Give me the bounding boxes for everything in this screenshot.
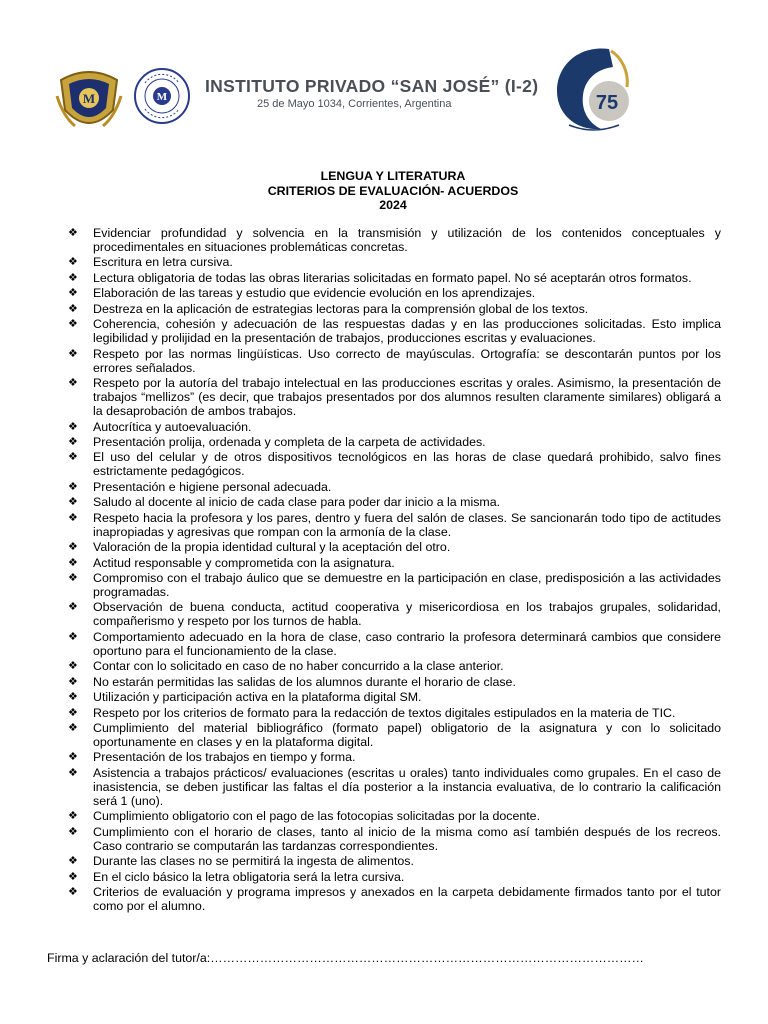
criteria-text: Evidenciar profundidad y solvencia en la transmisión y utilización de los contenidos conceptuales y procedimentales en situaciones problemáticas concretas.: [93, 226, 721, 255]
svg-text:M: M: [156, 91, 168, 103]
criteria-item: [68, 870, 721, 884]
criteria-item: [68, 659, 721, 673]
criteria-item: [68, 302, 721, 316]
document-title-block: [0, 169, 768, 213]
criteria-text: Contar con lo solicitado en caso de no haber concurrido a la clase anterior.: [93, 659, 504, 674]
criteria-item: [68, 511, 721, 539]
criteria-text: Presentación de los trabajos en tiempo y forma.: [93, 750, 356, 765]
criteria-item: [68, 766, 721, 808]
criteria-item: [68, 255, 721, 269]
diamond-bullet-icon: ❖: [68, 271, 78, 284]
diamond-bullet-icon: ❖: [68, 556, 78, 569]
criteria-text: Comportamiento adecuado en la hora de clase, caso contrario la profesora determinará cambios que considere oportuno para el funcionamiento de la clase.: [93, 629, 721, 658]
criteria-item: [68, 750, 721, 764]
criteria-item: [68, 317, 721, 345]
criteria-item: [68, 706, 721, 720]
criteria-item: [68, 809, 721, 823]
criteria-text: Saludo al docente al inicio de cada clase para poder dar inicio a la misma.: [93, 495, 501, 510]
diamond-bullet-icon: ❖: [68, 435, 78, 448]
criteria-text: Presentación prolija, ordenada y completa de la carpeta de actividades.: [93, 434, 486, 449]
institute-seal-logo: [133, 67, 191, 125]
criteria-item: [68, 675, 721, 689]
diamond-bullet-icon: ❖: [68, 287, 78, 300]
criteria-item: [68, 271, 721, 285]
criteria-item: [68, 347, 721, 375]
diamond-bullet-icon: ❖: [68, 571, 78, 584]
diamond-bullet-icon: ❖: [68, 691, 78, 704]
criteria-item: [68, 435, 721, 449]
diamond-bullet-icon: ❖: [68, 675, 78, 688]
criteria-item: [68, 556, 721, 570]
institute-address: 25 de Mayo 1034, Corrientes, Argentina: [257, 98, 452, 110]
tutor-signature-line: Firma y aclaración del tutor/a:……………………………………………………………………………………………: [47, 951, 644, 965]
diamond-bullet-icon: ❖: [68, 751, 78, 764]
criteria-text: Observación de buena conducta, actitud cooperativa y misericordiosa en los trabajos grupales, solidaridad, compañerismo y respeto por los turnos de habla.: [93, 600, 721, 629]
criteria-item: [68, 286, 721, 300]
anniversary-75-logo: [549, 43, 636, 134]
subject-title: LENGUA Y LITERATURA: [320, 169, 466, 183]
criteria-item: [68, 540, 721, 554]
criteria-item: [68, 571, 721, 599]
diamond-bullet-icon: ❖: [68, 496, 78, 509]
diamond-bullet-icon: ❖: [68, 870, 78, 883]
criteria-item: [68, 450, 721, 478]
institute-name: INSTITUTO PRIVADO “SAN JOSÉ” (I-2): [205, 76, 539, 96]
criteria-text: En el ciclo básico la letra obligatoria será la letra cursiva.: [93, 869, 405, 884]
criteria-item: [68, 630, 721, 658]
criteria-text: Valoración de la propia identidad cultural y la aceptación del otro.: [93, 540, 451, 555]
criteria-list: [68, 226, 721, 915]
criteria-item: [68, 721, 721, 749]
criteria-text: No estarán permitidas las salidas de los alumnos durante el horario de clase.: [93, 674, 516, 689]
diamond-bullet-icon: ❖: [68, 706, 78, 719]
diamond-bullet-icon: ❖: [68, 886, 78, 899]
anniversary-number: 75: [595, 92, 619, 114]
diamond-bullet-icon: ❖: [68, 855, 78, 868]
diamond-bullet-icon: ❖: [68, 318, 78, 331]
criteria-text: Lectura obligatoria de todas las obras literarias solicitadas en formato papel. No sé aceptarán otros formatos.: [93, 270, 692, 285]
criteria-item: [68, 825, 721, 853]
svg-text:M: M: [82, 91, 96, 106]
criteria-text: Actitud responsable y comprometida con la asignatura.: [93, 555, 395, 570]
criteria-text: Durante las clases no se permitirá la ingesta de alimentos.: [93, 854, 414, 869]
criteria-item: [68, 376, 721, 418]
year-label: 2024: [379, 198, 407, 212]
diamond-bullet-icon: ❖: [68, 810, 78, 823]
criteria-text: El uso del celular y de otros dispositivos tecnológicos en las horas de clase quedará prohibido, salvo fines estrictamente pedagógicos.: [93, 450, 721, 479]
criteria-item: [68, 226, 721, 254]
diamond-bullet-icon: ❖: [68, 630, 78, 643]
criteria-item: [68, 600, 721, 628]
diamond-bullet-icon: ❖: [68, 227, 78, 239]
criteria-text: Respeto por las normas lingüísticas. Uso correcto de mayúsculas. Ortografía: se descontarán puntos por los errores señalados.: [93, 346, 721, 375]
criteria-item: [68, 495, 721, 509]
criteria-text: Escritura en letra cursiva.: [93, 255, 233, 270]
diamond-bullet-icon: ❖: [68, 347, 78, 360]
criteria-item: [68, 885, 721, 913]
criteria-text: Cumplimiento del material bibliográfico (formato papel) obligatorio de la asignatura y con lo solicitado oportunamente en clases y en la plataforma digital.: [93, 720, 721, 750]
criteria-text: Respeto por los criterios de formato para la redacción de textos digitales estipulados en la materia de TIC.: [93, 705, 676, 720]
criteria-text: Compromiso con el trabajo áulico que se demuestre en la participación en clase, predisposición a las actividades programadas.: [93, 570, 721, 599]
diamond-bullet-icon: ❖: [68, 721, 78, 734]
diamond-bullet-icon: ❖: [68, 480, 78, 493]
diamond-bullet-icon: ❖: [68, 377, 78, 390]
criteria-text: Utilización y participación activa en la plataforma digital SM.: [93, 690, 422, 705]
criteria-heading: CRITERIOS DE EVALUACIÓN- ACUERDOS: [267, 183, 519, 198]
diamond-bullet-icon: ❖: [68, 766, 78, 779]
criteria-text: Cumplimiento obligatorio con el pago de las fotocopias solicitadas por la docente.: [93, 809, 541, 824]
criteria-text: Respeto por la autoría del trabajo intelectual en las producciones escritas y orales. Asimismo, la presentación de trabajos “mellizos” (es decir, que trabajos presentados por dos alumnos resulten claramente similares) obligará a la desaprobación de ambos trabajos.: [93, 376, 721, 419]
criteria-text: Coherencia, cohesión y adecuación de las respuestas dadas y en las producciones solicitadas. Esto implica legibilidad y prolijidad en la presentación de trabajos, producciones escritas y evaluaciones.: [93, 317, 721, 346]
criteria-text: Asistencia a trabajos prácticos/ evaluaciones (escritas u orales) tanto individuales como grupales. En el caso de inasistencia, se deben justificar las faltas el día posterior a la instancia evaluativa, de lo contrario la calificación será 1 (uno).: [93, 765, 721, 808]
criteria-item: [68, 690, 721, 704]
criteria-text: Criterios de evaluación y programa impresos y anexados en la carpeta debidamente firmados tanto por el tutor como por el alumno.: [93, 885, 721, 914]
criteria-text: Destreza en la aplicación de estrategias lectoras para la comprensión global de los textos.: [93, 301, 589, 316]
criteria-text: Respeto hacia la profesora y los pares, dentro y fuera del salón de clases. Se sancionarán todo tipo de actitudes inapropiadas y agresivas que rompan con la armonía de la clase.: [93, 510, 721, 539]
diamond-bullet-icon: ❖: [68, 420, 78, 433]
diamond-bullet-icon: ❖: [68, 451, 78, 464]
criteria-item: [68, 480, 721, 494]
criteria-text: Autocrítica y autoevaluación.: [93, 419, 252, 434]
diamond-bullet-icon: ❖: [68, 541, 78, 554]
document-header: [0, 38, 768, 138]
criteria-text: Cumplimiento con el horario de clases, tanto al inicio de la misma como así también después de los recreos. Caso contrario se computarán las tardanzas correspondientes.: [93, 824, 721, 853]
criteria-text: Presentación e higiene personal adecuada.: [93, 479, 332, 494]
criteria-text: Elaboración de las tareas y estudio que evidencie evolución en los aprendizajes.: [93, 286, 536, 301]
criteria-item: [68, 420, 721, 434]
diamond-bullet-icon: ❖: [68, 302, 78, 315]
diamond-bullet-icon: ❖: [68, 660, 78, 673]
diamond-bullet-icon: ❖: [68, 825, 78, 838]
criteria-item: [68, 854, 721, 868]
school-crest-logo: [55, 66, 123, 134]
diamond-bullet-icon: ❖: [68, 256, 78, 269]
diamond-bullet-icon: ❖: [68, 511, 78, 524]
diamond-bullet-icon: ❖: [68, 601, 78, 614]
